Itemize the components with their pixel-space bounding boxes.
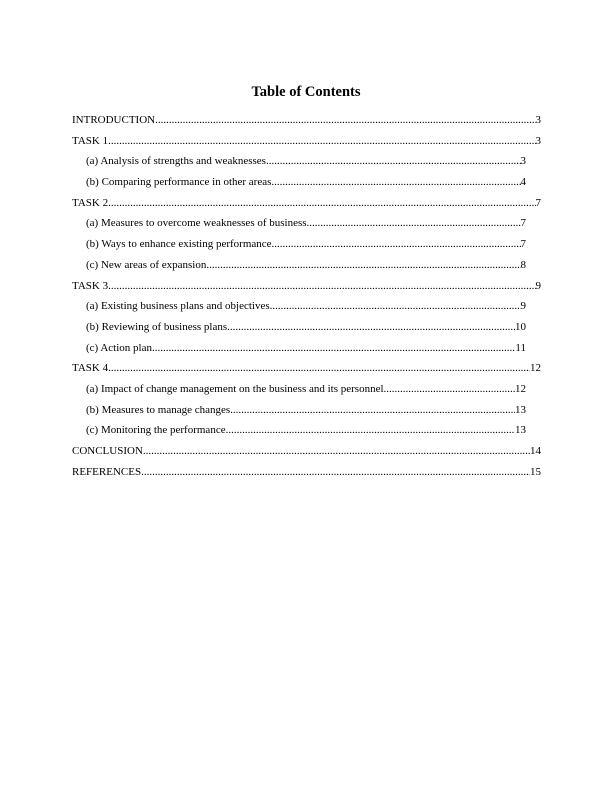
- toc-dot-leader: [108, 196, 535, 210]
- toc-entry-label: (c) Monitoring the performance: [86, 424, 226, 437]
- toc-entry-page-number: 9: [535, 279, 541, 292]
- toc-entry[interactable]: [72, 279, 541, 300]
- toc-dot-leader: [272, 237, 521, 251]
- toc-entry-page-number: 7: [535, 196, 541, 209]
- toc-entry[interactable]: [86, 258, 526, 279]
- toc-entry[interactable]: [72, 444, 541, 465]
- toc-dot-leader: [108, 134, 535, 148]
- toc-entry-page-number: 10: [515, 320, 526, 333]
- toc-entry-label: (b) Measures to manage changes: [86, 403, 231, 416]
- toc-title: Table of Contents: [251, 84, 361, 100]
- toc-dot-leader: [307, 216, 521, 230]
- toc-entry-label: (c) Action plan: [86, 341, 152, 354]
- toc-entry-page-number: 12: [530, 362, 541, 375]
- toc-dot-leader: [270, 299, 521, 313]
- toc-entry-page-number: 8: [520, 258, 526, 271]
- toc-entry-page-number: 3: [535, 114, 541, 126]
- toc-dot-leader: [206, 258, 520, 272]
- toc-dot-leader: [143, 444, 530, 458]
- toc-dot-leader: [108, 279, 535, 293]
- toc-entry-label: (b) Comparing performance in other areas: [86, 176, 272, 189]
- toc-entry-page-number: 9: [520, 300, 526, 313]
- toc-entry-label: (a) Measures to overcome weaknesses of business: [86, 217, 307, 230]
- toc-entry-page-number: 4: [520, 176, 526, 189]
- toc-entry-page-number: 3: [520, 155, 526, 168]
- toc-entry-page-number: 3: [535, 134, 541, 147]
- toc-entry-label: REFERENCES: [72, 465, 142, 478]
- toc-entry[interactable]: [72, 465, 541, 486]
- toc-entry-page-number: 15: [530, 465, 541, 478]
- toc-entry[interactable]: [86, 382, 526, 403]
- toc-entry[interactable]: [86, 423, 526, 444]
- toc-entry[interactable]: [72, 361, 541, 382]
- toc-dot-leader: [384, 382, 515, 396]
- toc-list: [72, 113, 542, 485]
- toc-entry-label: TASK 4: [72, 362, 109, 375]
- toc-entry-label: INTRODUCTION: [72, 114, 156, 126]
- toc-entry-label: (a) Analysis of strengths and weaknesses: [86, 155, 266, 168]
- toc-entry-label: TASK 3: [72, 279, 109, 292]
- toc-entry-page-number: 13: [515, 424, 526, 437]
- toc-entry-label: CONCLUSION: [72, 445, 143, 457]
- toc-entry-label: TASK 2: [72, 196, 109, 209]
- toc-entry-page-number: 12: [515, 382, 526, 395]
- toc-dot-leader: [108, 361, 530, 375]
- toc-entry[interactable]: [72, 196, 541, 217]
- toc-entry[interactable]: [86, 216, 526, 237]
- toc-entry[interactable]: [86, 154, 526, 175]
- toc-dot-leader: [152, 341, 515, 355]
- toc-dot-leader: [226, 423, 515, 437]
- toc-entry[interactable]: [86, 403, 526, 424]
- toc-entry[interactable]: [86, 341, 526, 362]
- toc-entry-label: (c) New areas of expansion: [86, 258, 207, 271]
- toc-entry-label: (b) Reviewing of business plans: [86, 320, 228, 333]
- toc-entry[interactable]: [86, 299, 526, 320]
- toc-entry[interactable]: [72, 134, 541, 155]
- toc-entry-page-number: 14: [530, 445, 541, 457]
- toc-entry[interactable]: [86, 175, 526, 196]
- toc-dot-leader: [266, 154, 521, 168]
- toc-entry[interactable]: [72, 113, 541, 134]
- toc-entry[interactable]: [86, 237, 526, 258]
- toc-dot-leader: [230, 403, 515, 417]
- toc-entry-label: (a) Impact of change management on the business and its personnel: [86, 382, 384, 395]
- toc-entry-page-number: 7: [520, 217, 526, 230]
- toc-dot-leader: [155, 113, 535, 127]
- toc-entry[interactable]: [86, 320, 526, 341]
- toc-dot-leader: [227, 320, 515, 334]
- toc-entry-page-number: 11: [515, 341, 526, 354]
- toc-entry-page-number: 13: [515, 403, 526, 416]
- toc-entry-label: (b) Ways to enhance existing performance: [86, 238, 272, 251]
- toc-entry-label: (a) Existing business plans and objectives: [86, 300, 270, 313]
- toc-entry-label: TASK 1: [72, 134, 109, 147]
- toc-entry-page-number: 7: [520, 238, 526, 251]
- toc-dot-leader: [141, 465, 530, 479]
- toc-dot-leader: [271, 175, 520, 189]
